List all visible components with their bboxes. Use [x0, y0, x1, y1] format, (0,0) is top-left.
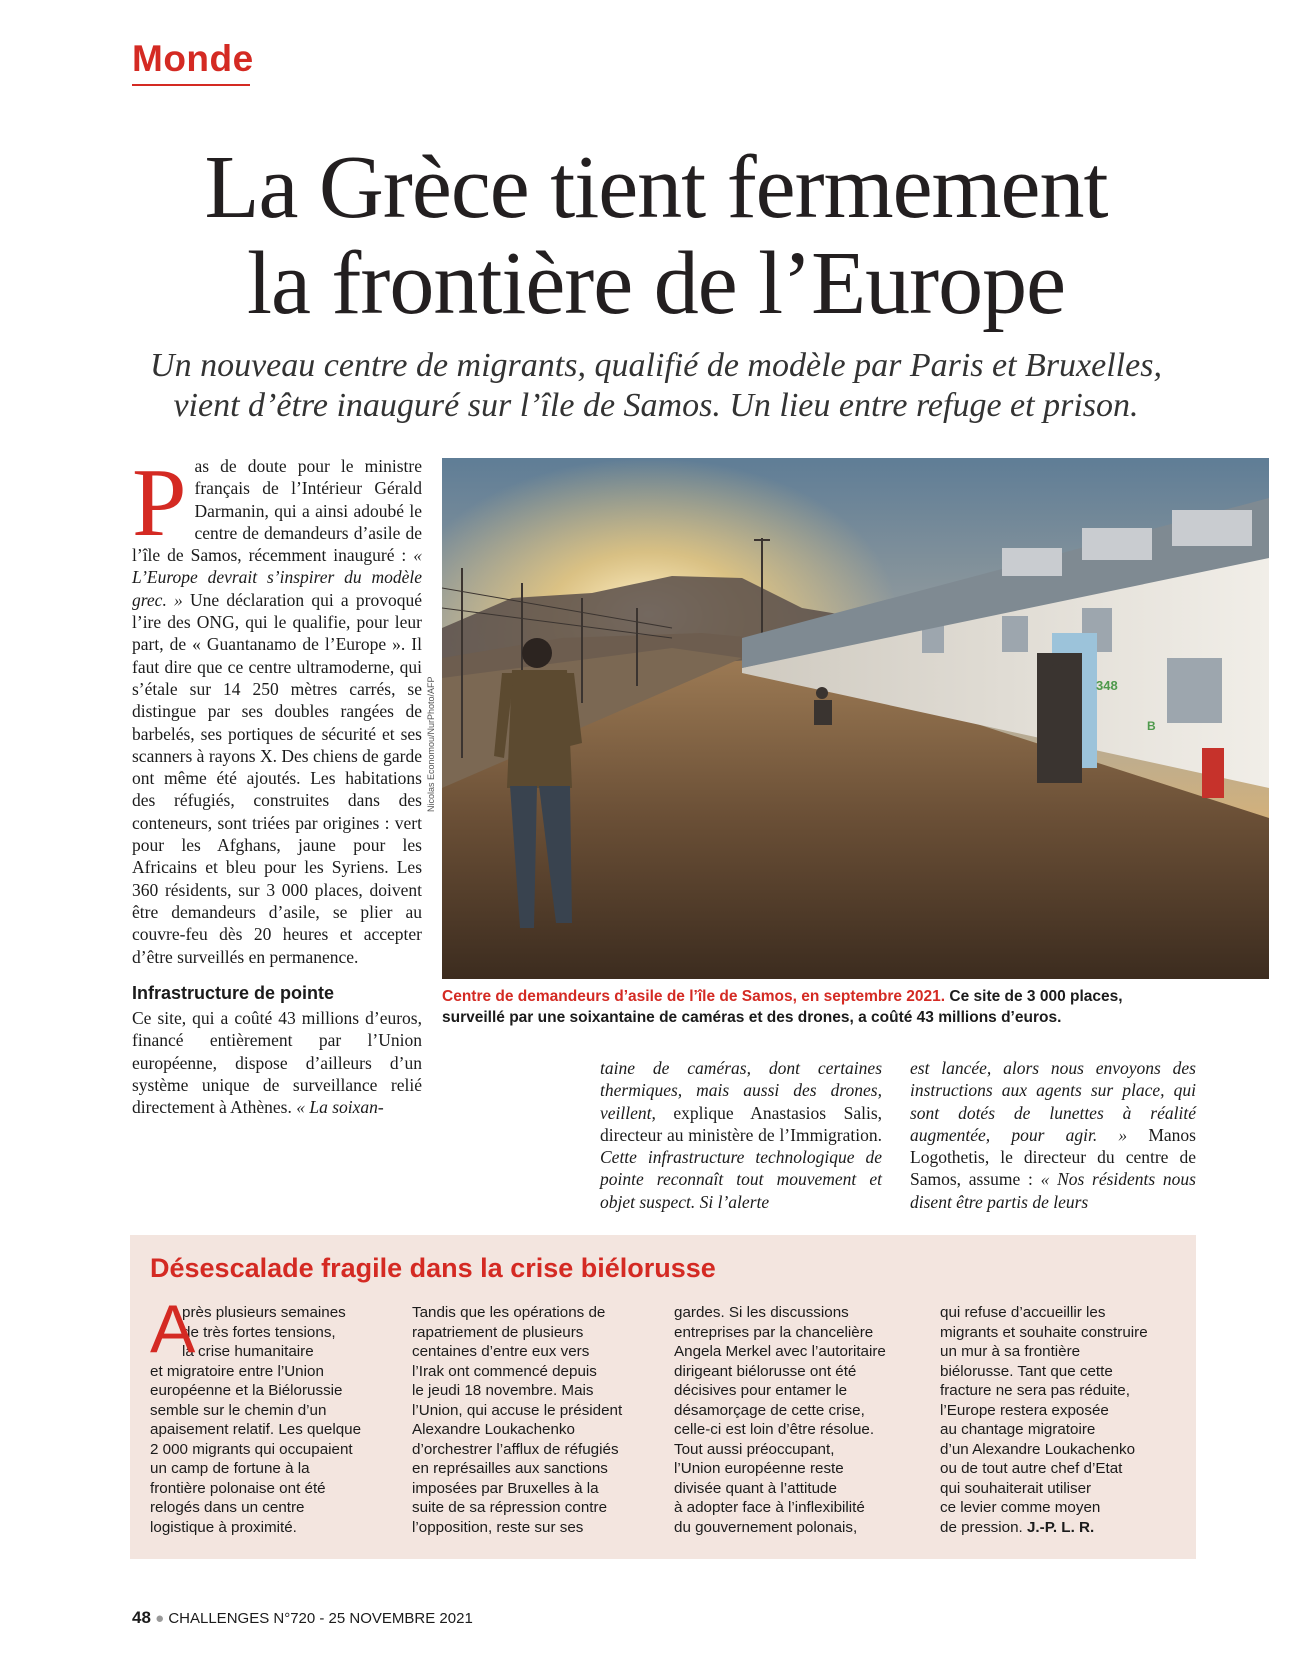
sidebar-line: qui souhaiterait utiliser — [940, 1479, 1092, 1497]
sidebar-line: 2 000 migrants qui occupaient — [150, 1440, 353, 1458]
sidebar-line: l’Irak ont commencé depuis — [412, 1362, 597, 1380]
sidebar-line: au chantage migratoire — [940, 1421, 1096, 1438]
sidebar-line: l’Union européenne reste — [674, 1460, 844, 1477]
sidebar-line: qui refuse d’accueillir les — [940, 1304, 1106, 1321]
sidebar-title: Désescalade fragile dans la crise biélorusse — [150, 1253, 716, 1283]
publication-info: CHALLENGES N°720 - 25 NOVEMBRE 2021 — [168, 1610, 473, 1627]
container-number: 348 — [1096, 678, 1118, 693]
photo-credit: Nicolas Economou/NurPhoto/AFP — [426, 676, 436, 812]
sidebar-line: la crise humanitaire — [182, 1343, 314, 1360]
caption-lead: Centre de demandeurs d’asile de l’île de Samos, en septembre 2021. — [442, 988, 946, 1005]
quote-text: Cette infrastructure technologique de pointe reconnaît tout mouvement et objet suspect. Si l’alerte — [600, 1147, 882, 1212]
sidebar-line: un mur à sa frontière — [940, 1343, 1081, 1360]
sidebar-line: celle-ci est loin d’être résolue. — [674, 1421, 875, 1438]
sidebar-line: européenne et la Biélorussie — [150, 1382, 343, 1399]
sidebar-line: en représailles aux sanctions — [412, 1460, 608, 1477]
standfirst-line: vient d’être inauguré sur l’île de Samos. Un lieu entre refuge et prison. — [173, 387, 1139, 424]
sidebar-last-line — [940, 1518, 1178, 1538]
page-footer — [132, 1608, 473, 1628]
sidebar-line: divisée quant à l’attitude — [674, 1479, 837, 1497]
sidebar-line: ce levier comme moyen — [940, 1499, 1101, 1516]
article-column-1 — [132, 449, 422, 1119]
sidebar-line: l’opposition, reste sur ses — [412, 1518, 584, 1536]
page-number: 48 — [132, 1608, 151, 1627]
sidebar-line: Angela Merkel avec l’autoritaire — [674, 1343, 886, 1360]
sidebar-line: désamorçage de cette crise, — [674, 1401, 865, 1419]
quote-text: taine de caméras, dont certaines thermiques, mais aussi des drones, veillent, — [600, 1058, 882, 1123]
drop-cap: P — [132, 449, 187, 557]
sidebar-line: centaines d’entre eux vers — [412, 1343, 590, 1360]
photo-samos-camp — [442, 458, 1269, 979]
body-text: Ce site, qui a coûté 43 millions d’euros, financé entièrement par l’Union européenne, dispose d’ailleurs d’un système unique de surveillance relié directement à Athènes. — [132, 1008, 422, 1118]
quote-text: est lancée, alors nous envoyons des instructions aux agents sur place, qui sont dotés de lunettes à réalité augmentée, pour agir. » — [910, 1058, 1196, 1145]
sidebar-line: décisives pour entamer le — [674, 1382, 848, 1399]
container-letter: B — [1147, 719, 1156, 733]
standfirst-line: Un nouveau centre de migrants, qualifié de modèle par Paris et Bruxelles, — [150, 347, 1162, 384]
sidebar-line: d’orchestrer l’afflux de réfugiés — [412, 1440, 619, 1458]
sidebar-line: Tout aussi préoccupant, — [674, 1440, 835, 1458]
sidebar-line: semble sur le chemin d’un — [150, 1401, 327, 1419]
sidebar-line: fracture ne sera pas réduite, — [940, 1382, 1130, 1399]
article-column-3 — [910, 1057, 1196, 1213]
sidebar-line: logistique à proximité. — [150, 1518, 297, 1536]
sidebar-line: à adopter face à l’inflexibilité — [674, 1499, 865, 1516]
body-text: as de doute pour le ministre français de l’Intérieur Gérald Darmanin, qui a ainsi adoubé le centre de demandeurs d’asile de l’île de Samos, récemment inauguré : — [132, 456, 422, 566]
sidebar-line: suite de sa répression contre — [412, 1499, 608, 1516]
sidebar-line: d’un Alexandre Loukachenko — [940, 1440, 1136, 1458]
sidebar-line: l’Union, qui accuse le président — [412, 1401, 623, 1419]
quote-text: « La soixan- — [296, 1097, 384, 1118]
section-underline — [132, 84, 250, 86]
sidebar-column-3 — [674, 1303, 912, 1537]
sidebar-line: Alexandre Loukachenko — [412, 1421, 575, 1438]
sidebar-line: de pression. — [940, 1518, 1027, 1536]
sidebar-line: de très fortes tensions, — [182, 1323, 336, 1341]
sidebar-column-4 — [940, 1303, 1178, 1537]
body-text: Une déclaration qui a provoqué l’ire des ONG, qui le qualifie, pour leur part, de « Guantanamo de l’Europe ». Il faut dire que ce centre ultramoderne, qui s’étale sur 14 250 mètres carrés, se distingue par ses doubles rangées de barbelés, ses portiques de sécurité et ses scanners à rayons X. Des chiens de garde ont même été ajoutés. Les habitations des réfugiés, construites dans des conteneurs, sont triées par origines : vert pour les Afghans, jaune pour les Africains et bleu pour les Syriens. Les 360 résidents, sur 3 000 places, doivent être demandeurs d’asile, se plier au couvre-feu dès 20 heures et accepter d’être surveillés en permanence. — [132, 589, 422, 967]
photo-illustration — [442, 458, 1269, 979]
author-signature: J.-P. L. R. — [1026, 1518, 1095, 1536]
sidebar-line: ou de tout autre chef d’Etat — [940, 1460, 1123, 1477]
sidebar-line: imposées par Bruxelles à la — [412, 1479, 599, 1497]
quote-text: « L’Europe devrait s’inspirer du modèle grec. » — [132, 545, 422, 610]
sidebar-line: apaisement relatif. Les quelque — [150, 1421, 362, 1438]
sidebar-column-2 — [412, 1303, 650, 1537]
sidebar-line: migrants et souhaite construire — [940, 1323, 1148, 1341]
sidebar-line: biélorusse. Tant que cette — [940, 1362, 1113, 1380]
photo-caption — [442, 986, 1269, 1028]
sidebar-line: rapatriement de plusieurs — [412, 1323, 584, 1341]
sidebar-line: frontière polonaise ont été — [150, 1479, 326, 1497]
sidebar-box — [130, 1235, 1196, 1559]
sidebar-line: un camp de fortune à la — [150, 1460, 310, 1477]
article-column-2 — [600, 1057, 882, 1213]
sidebar-line: Tandis que les opérations de — [412, 1304, 606, 1321]
sidebar-line: l’Europe restera exposée — [940, 1401, 1109, 1419]
sidebar-line: gardes. Si les discussions — [674, 1304, 849, 1321]
section-label: Monde — [132, 38, 254, 79]
sidebar-line: relogés dans un centre — [150, 1499, 305, 1516]
sidebar-line: le jeudi 18 novembre. Mais — [412, 1382, 594, 1399]
sidebar-line: entreprises par la chancelière — [674, 1323, 874, 1341]
sidebar-line: et migratoire entre l’Union — [150, 1362, 324, 1380]
sidebar-column-1 — [150, 1291, 388, 1537]
caption-text: surveillé par une soixantaine de caméras et des drones, a coûté 43 millions d’euros. — [442, 1009, 1062, 1026]
sidebar-line: du gouvernement polonais, — [674, 1518, 858, 1536]
sidebar-line: dirigeant biélorusse ont été — [674, 1362, 857, 1380]
headline-line: la frontière de l’Europe — [246, 234, 1066, 333]
sidebar-drop-cap: A — [150, 1291, 196, 1367]
body-text: explique Anastasios Salis, directeur au ministère de l’Immigration. — [600, 1102, 882, 1145]
quote-text: « Nos résidents nous disent être partis de leurs — [910, 1169, 1196, 1212]
headline — [60, 140, 1252, 332]
standfirst — [60, 346, 1252, 426]
headline-line: La Grèce tient fermement — [204, 138, 1108, 237]
caption-text: Ce site de 3 000 places, — [945, 988, 1123, 1005]
sidebar-line: près plusieurs semaines — [182, 1304, 346, 1321]
bullet-icon: ● — [155, 1610, 165, 1627]
subheading: Infrastructure de pointe — [132, 982, 335, 1003]
body-text: Manos Logothetis, le directeur du centre de Samos, assume : — [910, 1124, 1196, 1190]
